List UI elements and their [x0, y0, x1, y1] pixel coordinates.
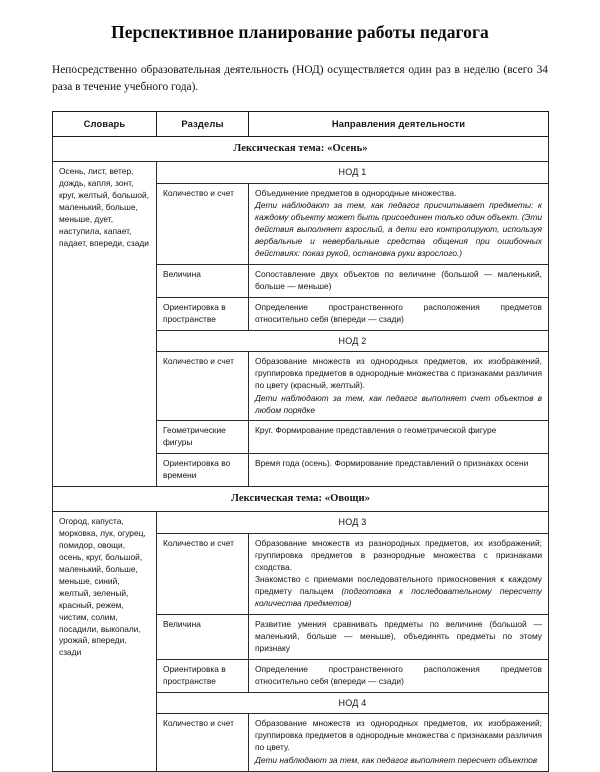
lesson-label-row — [53, 512, 549, 534]
activity-paragraph: Определение пространственного расположения предметов относительно себя (впереди — сзади) — [255, 663, 542, 686]
intro-paragraph: Непосредственно образовательная деятельность (НОД) осуществляется один раз в неделю (всего 34 раза в течение учебного года). — [52, 64, 548, 93]
activity-paragraph: Знакомство с приемами последовательного прикосновения к каждому предмету пальцем (подготовка к последовательному пересчету количества предметов) — [255, 574, 542, 609]
activity-paragraph: Образование множеств из однородных предметов, их изображений; группировка предметов в однородные множества с признаками различия по цвету. — [255, 718, 542, 753]
activity-paragraph: Сопоставление двух объектов по величине (большой — маленький, больше — меньше) — [255, 268, 542, 291]
section-name-cell: Количество и счет — [157, 533, 249, 614]
activity-paragraph-emphasis: (подготовка к последовательному пересчету количества предметов) — [255, 586, 542, 609]
lexical-theme-banner: Лексическая тема: «Овощи» — [53, 487, 549, 512]
activity-description-cell — [249, 297, 549, 330]
section-name-cell: Ориентировка в пространстве — [157, 297, 249, 330]
activity-description-cell — [249, 183, 549, 264]
activity-paragraph: Развитие умения сравнивать предметы по величине (большой — маленький, больше — меньше), объединять предметы по этому признаку — [255, 619, 542, 653]
activity-paragraph: Образование множеств из однородных предметов, их изображений, группировка предметов в однородные множества с признаками различия по цвету (красный, желтый). — [255, 356, 542, 391]
lexical-theme-row — [53, 487, 549, 512]
lesson-label: НОД 1 — [157, 162, 549, 184]
vocabulary-cell: Осень, лист, ветер, дождь, капля, зонт, круг, желтый, большой, маленький, больше, меньше, дует, наступила, капает, падает, впереди, сзади — [53, 162, 157, 487]
activity-description-cell — [249, 264, 549, 297]
activity-paragraph: Дети наблюдают за тем, как педагог выполняет пересчет объектов — [255, 754, 538, 765]
activity-description-cell — [249, 352, 549, 421]
column-header-vocabulary: Словарь — [53, 111, 157, 136]
activity-paragraph: Определение пространственного расположения предметов относительно себя (впереди — сзади) — [255, 301, 542, 324]
activity-description-cell — [249, 421, 549, 454]
column-header-activities: Направления деятельности — [249, 111, 549, 136]
planning-table — [52, 111, 549, 772]
activity-paragraph: Объединение предметов в однородные множества. — [255, 187, 457, 198]
activity-description-cell — [249, 454, 549, 487]
activity-description-cell — [249, 615, 549, 660]
activity-paragraph: Круг. Формирование представления о геометрической фигуре — [255, 425, 497, 436]
activity-paragraph: Дети наблюдают за тем, как педагог присчитывает предметы: к каждому объекту может быть присоединен только один объект. (Эти действия выполняет взрослый, а дети его контролируют, используя вербальные и невербальные средства общения при ошибочных действиях: показ рукой, остановка руки взрослого.) — [255, 200, 542, 258]
page-title: Перспективное планирование работы педагога — [111, 22, 489, 42]
section-name-cell: Ориентировка в пространстве — [157, 659, 249, 692]
activity-description-cell — [249, 659, 549, 692]
activity-paragraph: Дети наблюдают за тем, как педагог выполняет счет объектов в любом порядке — [255, 392, 542, 415]
activity-description-cell — [249, 714, 549, 771]
section-name-cell: Количество и счет — [157, 183, 249, 264]
section-name-cell: Количество и счет — [157, 352, 249, 421]
section-name-cell: Величина — [157, 615, 249, 660]
activity-paragraph: Время года (осень). Формирование представлений о признаках осени — [255, 458, 529, 469]
section-name-cell: Геометрические фигуры — [157, 421, 249, 454]
vocabulary-cell: Огород, капуста, морковка, лук, огурец, помидор, овощи, осень, круг, большой, маленький, больше, меньше, синий, желтый, зеленый, красный, режем, чистим, солим, посадили, выкопали, урожай, впереди, сзади — [53, 512, 157, 771]
lesson-label: НОД 2 — [157, 330, 549, 352]
table-body — [53, 137, 549, 771]
section-name-cell: Ориентировка во времени — [157, 454, 249, 487]
column-header-sections: Разделы — [157, 111, 249, 136]
activity-description-cell — [249, 533, 549, 614]
activity-paragraph: Образование множеств из разнородных предметов, их изображений; группировка предметов в разнородные множества с признаками сходства. — [255, 537, 542, 572]
section-name-cell: Количество и счет — [157, 714, 249, 771]
lesson-label-row — [53, 162, 549, 184]
lesson-label: НОД 4 — [157, 692, 549, 714]
lexical-theme-banner: Лексическая тема: «Осень» — [53, 137, 549, 162]
lexical-theme-row — [53, 137, 549, 162]
section-name-cell: Величина — [157, 264, 249, 297]
lesson-label: НОД 3 — [157, 512, 549, 534]
table-header-row — [53, 111, 549, 136]
